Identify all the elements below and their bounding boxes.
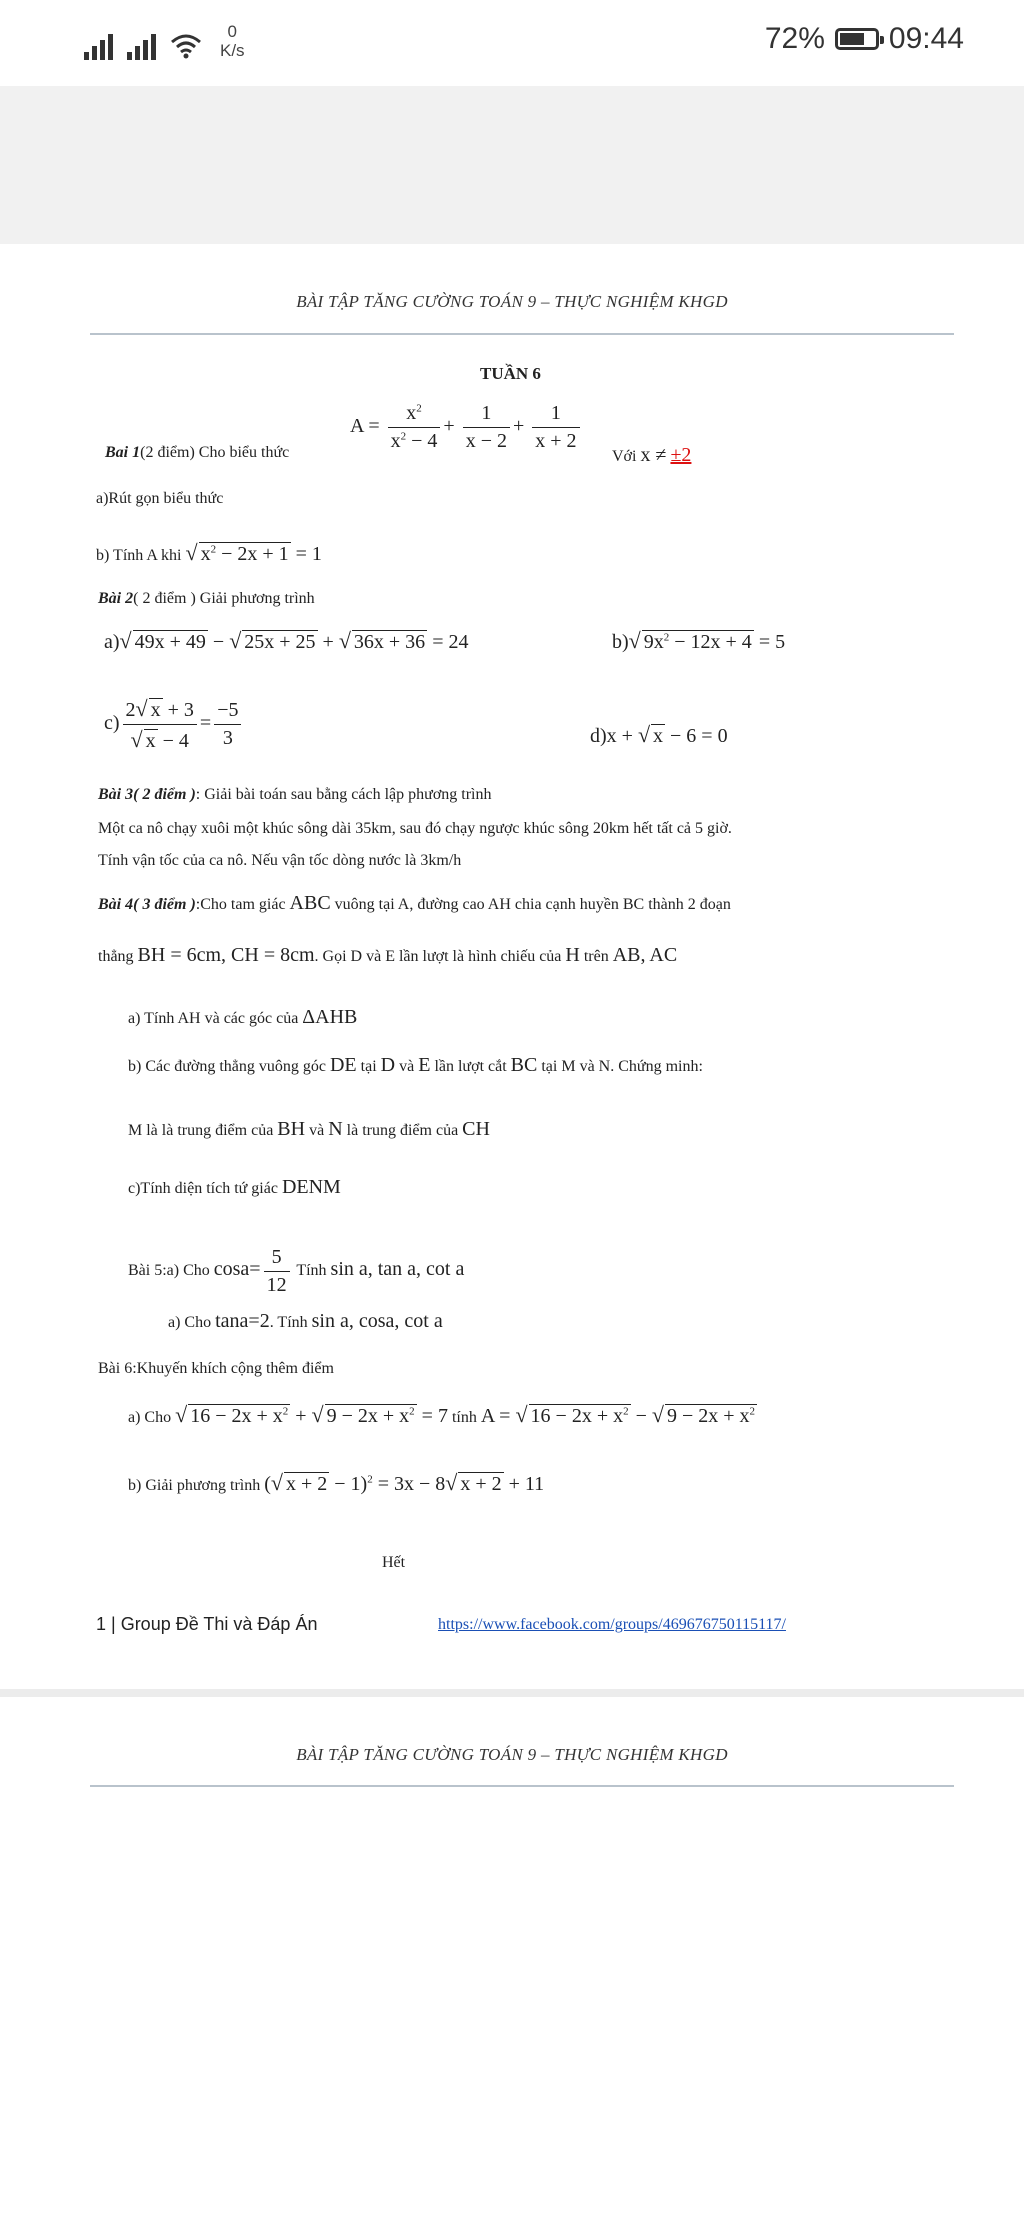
status-bar [0,0,1024,86]
page-2-header-divider [90,1785,954,1787]
problem-6a: a) Cho √ $16 - 2x + x^2$ + √ $9 - 2x + x^2 = 7$ tính A = √ $16 - 2x + x^2$ − √ $9 - 2x + x^2$ [128,1402,756,1427]
problem-2d: d)x + √ x − 6 = 0 [590,722,728,747]
problem-1-label: Bai 1(2 điểm) Cho biểu thức [105,444,290,461]
wifi-icon [170,32,202,60]
problem-6-label: Bài 6:Khuyến khích cộng thêm điểm [98,1360,334,1377]
network-speed: 0 K/s [220,22,245,60]
problem-4b-line-2: M là là trung điểm của BH và N là trung điểm của CH [128,1118,490,1140]
footer-link[interactable]: https://www.facebook.com/groups/469676750115117/ [438,1616,786,1633]
problem-2a: a)√ 49x + 49 − √ 25x + 25 + √ 36x + 36 = 24 [104,628,469,653]
problem-2c: c) $\frac{2√ x + 3}{√ x - 4}$ = $\frac{-5}{3}$ [104,696,244,753]
footer-left: 1 | Group Đề Thi và Đáp Án [96,1614,318,1634]
document-page-2 [0,1697,1024,2217]
problem-4b: b) Các đường thẳng vuông góc DE tại D và E lần lượt cắt BC tại M và N. Chứng minh: [128,1054,703,1076]
problem-4a: a) Tính AH và các góc của ΔAHB [128,1006,358,1028]
battery-icon [835,28,879,50]
problem-4-line-2: thẳng BH = 6cm, CH = 8cm. Gọi D và E lần lượt là hình chiếu của H trên AB, AC [98,944,678,966]
problem-1b: b) Tính A khi √ $x^2 - 2x + 1 = 1$ [96,540,322,565]
problem-1-condition: Với x ≠ ±2 [612,444,692,466]
page-2-header: BÀI TẬP TĂNG CƯỜNG TOÁN 9 – THỰC NGHIỆM KHGD [296,1745,728,1764]
week-title: TUẦN 6 [480,364,541,383]
end-text: Hết [382,1554,406,1571]
problem-6b: b) Giải phương trình (√ x + 2 − 1)$^2$ = 3x − 8√ x + 2 + 11 [128,1470,545,1495]
problem-2-label: Bài 2( 2 điểm ) Giải phương trình [98,590,315,607]
battery-percent: 72% [764,22,825,55]
signal-icon [84,30,113,60]
signal-icon-2 [127,30,156,60]
problem-3-line-1: Một ca nô chạy xuôi một khúc sông dài 35km, sau đó chạy ngược khúc sông 20km hết tất cả 5 giờ. [98,820,732,837]
viewer-top-band [0,86,1024,244]
problem-1a: a)Rút gọn biểu thức [96,490,224,507]
problem-4c: c)Tính diện tích tứ giác DENM [128,1176,341,1198]
problem-5b: a) Cho tana=2. Tính sin a, cosa, cot a [168,1310,443,1332]
problem-4-label: Bài 4( 3 điểm ):Cho tam giác ABC vuông tại A, đường cao AH chia cạnh huyền BC thành 2 đoạn [98,892,731,914]
document-page-1 [0,244,1024,1689]
problem-2b: b)√ $9x^2 - 12x + 4 = 5$ [612,628,786,653]
page-gap [0,1689,1024,1697]
page-header: BÀI TẬP TĂNG CƯỜNG TOÁN 9 – THỰC NGHIỆM KHGD [296,292,728,311]
clock: 09:44 [888,22,964,55]
problem-1-expression: A = $\frac{x^2}{x^2 - 4}$ + $\frac{1}{x - 2}$ + $\frac{1}{x + 2}$ [350,402,583,453]
header-divider [90,333,954,335]
problem-3-label: Bài 3( 2 điểm ): Giải bài toán sau bằng cách lập phương trình [98,786,492,803]
problem-5a: Bài 5:a) Cho cosa= $\frac{5}{12}$ Tính sin a, tan a, cot a [128,1246,465,1296]
problem-3-line-2: Tính vận tốc của ca nô. Nếu vận tốc dòng nước là 3km/h [98,852,462,869]
